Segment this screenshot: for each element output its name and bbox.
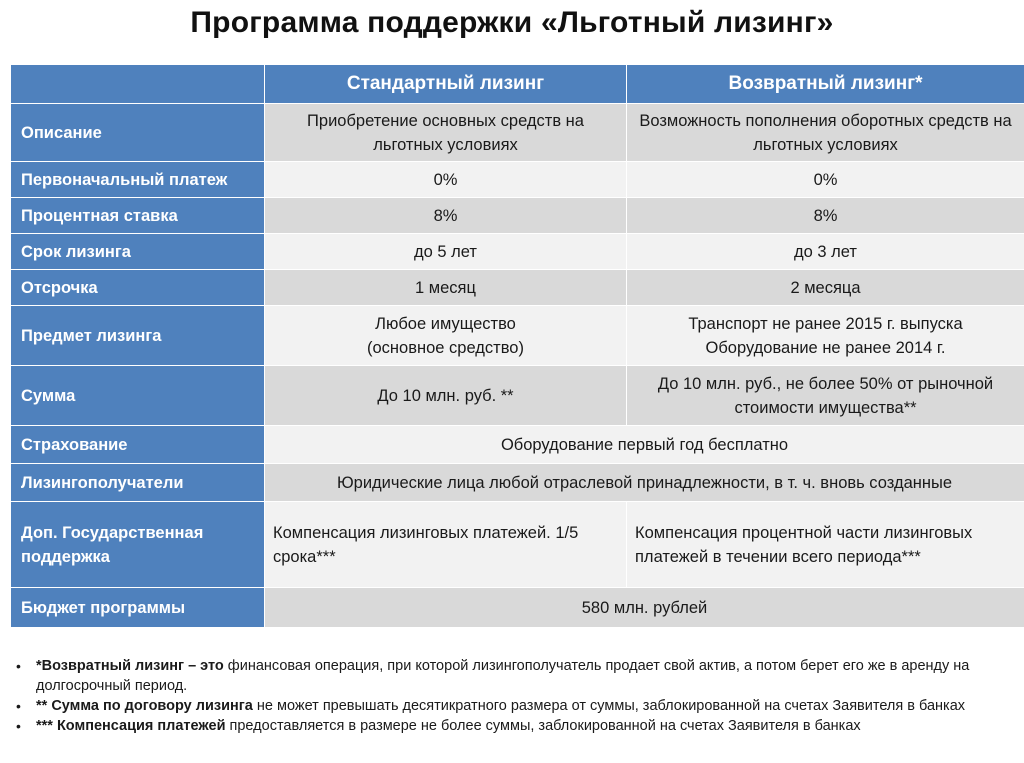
row-label: Страхование [11, 426, 265, 464]
table-header-row [11, 65, 1024, 104]
cell-line: Любое имущество [375, 314, 516, 333]
bullet-icon: • [16, 658, 21, 674]
cell-standard [265, 306, 627, 366]
cell-standard: 8% [265, 198, 627, 234]
footnote-bold: ** Сумма по договору лизинга [36, 698, 253, 714]
cell-return: 0% [627, 162, 1024, 198]
footnote-text: предоставляется в размере не более суммы, заблокированной на счетах Заявителя в банках [225, 718, 861, 734]
row-label: Бюджет программы [11, 588, 265, 628]
row-label: Описание [11, 104, 265, 162]
cell-merged: Оборудование первый год бесплатно [265, 426, 1024, 464]
row-extra-support [11, 502, 1024, 588]
bullet-icon: • [16, 698, 21, 714]
footnote-bold: *Возвратный лизинг – это [36, 658, 224, 674]
row-label: Доп. Государственная поддержка [11, 502, 265, 588]
cell-line: (основное средство) [367, 338, 524, 357]
cell-return: Возможность пополнения оборотных средств на льготных условиях [627, 104, 1024, 162]
cell-standard: Компенсация лизинговых платежей. 1/5 срока*** [265, 502, 627, 588]
header-corner [11, 65, 265, 104]
row-label: Предмет лизинга [11, 306, 265, 366]
cell-standard: 0% [265, 162, 627, 198]
footnote-bold: *** Компенсация платежей [36, 718, 226, 734]
footnote-item [14, 656, 1014, 696]
row-term [11, 234, 1024, 270]
cell-return: до 3 лет [627, 234, 1024, 270]
row-insurance [11, 426, 1024, 464]
page-title: Программа поддержки «Льготный лизинг» [190, 6, 834, 39]
cell-return: До 10 млн. руб., не более 50% от рыночной стоимости имущества** [627, 366, 1024, 426]
row-label: Срок лизинга [11, 234, 265, 270]
cell-standard: Приобретение основных средств на льготных условиях [265, 104, 627, 162]
column-header-return: Возвратный лизинг* [627, 65, 1024, 104]
cell-return: 8% [627, 198, 1024, 234]
cell-merged: 580 млн. рублей [265, 588, 1024, 628]
footnote-text: финансовая операция, при которой лизингополучатель продает свой актив, а потом берет его же в аренду на долгосрочный период. [36, 658, 970, 694]
row-down-payment [11, 162, 1024, 198]
row-description [11, 104, 1024, 162]
footnote-item [14, 696, 1014, 716]
cell-merged: Юридические лица любой отраслевой принадлежности, в т. ч. вновь созданные [265, 464, 1024, 502]
row-label: Первоначальный платеж [11, 162, 265, 198]
cell-return: Компенсация процентной части лизинговых платежей в течении всего периода*** [627, 502, 1024, 588]
cell-standard: до 5 лет [265, 234, 627, 270]
bullet-icon: • [16, 718, 21, 734]
cell-standard: До 10 млн. руб. ** [265, 366, 627, 426]
footnotes [14, 656, 1014, 736]
row-rate [11, 198, 1024, 234]
column-header-standard: Стандартный лизинг [265, 65, 627, 104]
cell-standard: 1 месяц [265, 270, 627, 306]
footnote-item [14, 716, 1014, 736]
row-label: Лизингополучатели [11, 464, 265, 502]
row-deferral [11, 270, 1024, 306]
row-label: Отсрочка [11, 270, 265, 306]
footnote-text: не может превышать десятикратного размера от суммы, заблокированной на счетах Заявителя в банках [252, 698, 966, 714]
row-lessees [11, 464, 1024, 502]
cell-return [627, 306, 1024, 366]
cell-line: Транспорт не ранее 2015 г. выпуска [688, 314, 963, 333]
cell-line: Оборудование не ранее 2014 г. [705, 338, 946, 357]
row-label: Процентная ставка [11, 198, 265, 234]
row-label: Сумма [11, 366, 265, 426]
cell-return: 2 месяца [627, 270, 1024, 306]
comparison-table [10, 64, 1024, 628]
row-subject [11, 306, 1024, 366]
row-amount [11, 366, 1024, 426]
row-budget [11, 588, 1024, 628]
